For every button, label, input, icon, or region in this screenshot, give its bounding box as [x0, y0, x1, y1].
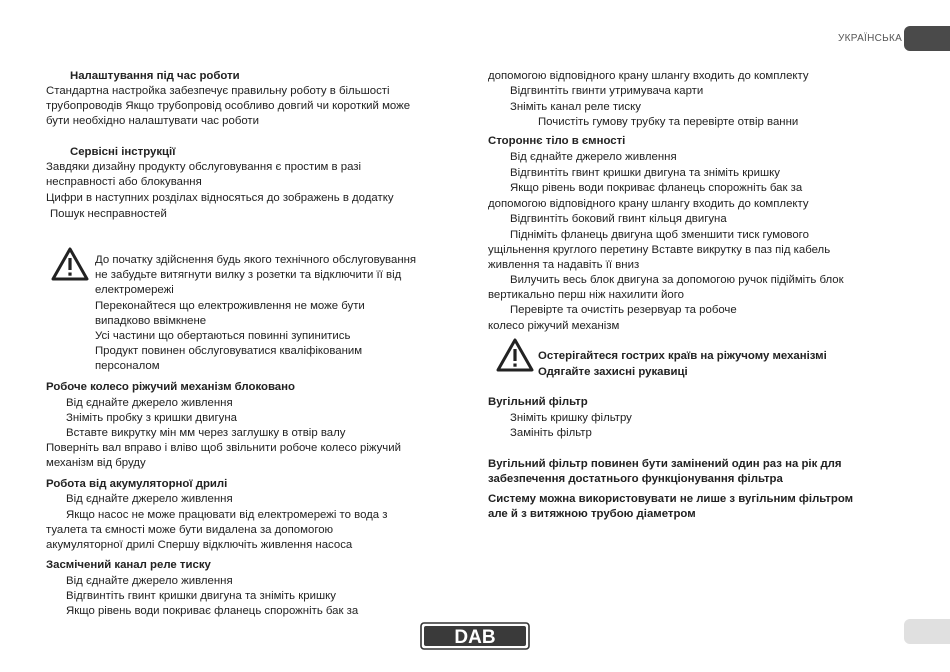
left-line: Якщо насос не може працювати від електромережі то вода з — [66, 509, 388, 521]
right-line: ущільнення круглого перетину Вставте викрутку в паз під кабель — [488, 244, 831, 256]
right-line: Зніміть канал реле тиску — [510, 101, 641, 113]
left-line: Від єднайте джерело живлення — [66, 575, 233, 587]
left-line: Якщо рівень води покриває фланець спорожніть бак за — [66, 605, 359, 617]
left-line: бути необхідно налаштувати час роботи — [46, 115, 260, 127]
left-line: Цифри в наступних розділах відносяться до зображень в додатку — [46, 192, 394, 204]
left-line: випадково ввімкнене — [95, 315, 207, 327]
right-line: живлення та надавіть її вниз — [488, 259, 640, 271]
left-line: акумуляторної дрилі Спершу відключіть живлення насоса — [46, 539, 353, 551]
left-line: Вставте викрутку мін мм через заглушку в отвір валу — [66, 427, 346, 439]
left-line: Переконайтеся що електроживлення не може бути — [95, 300, 365, 312]
right-line: Відгвинтіть гвинт кришки двигуна та зніміть кришку — [510, 167, 780, 179]
language-label: УКРАЇНСЬКА — [838, 33, 903, 44]
right-line: колесо ріжучий механізм — [488, 320, 620, 332]
right-line: допомогою відповідного крану шлангу входить до комплекту — [488, 198, 809, 210]
right-line: забезпечення достатнього функціонування фільтра — [488, 473, 783, 485]
left-line: Відгвинтіть гвинт кришки двигуна та зніміть кришку — [66, 590, 336, 602]
right-line: Вугільний фільтр повинен бути замінений один раз на рік для — [488, 458, 842, 470]
dab-logo-text: DAB — [454, 627, 496, 648]
dab-logo — [420, 622, 530, 650]
left-line: До початку здійснення будь якого технічного обслуговування — [95, 254, 417, 266]
left-line: Налаштування під час роботи — [70, 70, 240, 82]
left-line: Пошук несправностей — [50, 208, 167, 220]
right-line: вертикально перш ніж нахилити його — [488, 289, 684, 301]
right-line: Вугільний фільтр — [488, 396, 588, 408]
right-line: Почистіть гумову трубку та перевірте отвір ванни — [538, 116, 799, 128]
left-line: трубопроводів Якщо трубопровід особливо довгий чи короткий може — [46, 100, 411, 112]
left-line: Сервісні інструкції — [70, 146, 176, 158]
right-line: але й з витяжною трубою діаметром — [488, 508, 696, 520]
left-line: Зніміть пробку з кришки двигуна — [66, 412, 237, 424]
right-line: Одягайте захисні рукавиці — [538, 366, 688, 378]
right-line: Стороннє тіло в ємності — [488, 135, 626, 147]
left-line: Стандартна настройка забезпечує правильну роботу в більшості — [46, 85, 390, 97]
right-line: Відгвинтіть гвинти утримувача карти — [510, 85, 704, 97]
right-line: допомогою відповідного крану шлангу входить до комплекту — [488, 70, 809, 82]
left-line: несправності або блокування — [46, 176, 202, 188]
left-line: Усі частини що обертаються повинні зупинитись — [95, 330, 351, 342]
left-line: Поверніть вал вправо і вліво щоб звільнити робоче колесо ріжучий — [46, 442, 401, 454]
warning-triangle-icon — [51, 247, 89, 281]
right-line: Від єднайте джерело живлення — [510, 151, 677, 163]
left-line: Продукт повинен обслуговуватися кваліфікованим — [95, 345, 363, 357]
left-line: електромережі — [95, 284, 174, 296]
right-line: Систему можна використовувати не лише з вугільним фільтром — [488, 493, 854, 505]
left-line: Від єднайте джерело живлення — [66, 397, 233, 409]
left-line: Від єднайте джерело живлення — [66, 493, 233, 505]
left-line: не забудьте витягнути вилку з розетки та відключити її від — [95, 269, 402, 281]
right-line: Вилучить весь блок двигуна за допомогою ручок підійміть блок — [510, 274, 844, 286]
page-tab — [904, 619, 950, 644]
right-line: Перевірте та очистіть резервуар та робоче — [510, 304, 737, 316]
left-line: механізм від бруду — [46, 457, 146, 469]
right-line: Зніміть кришку фільтру — [510, 412, 632, 424]
left-line: персоналом — [95, 360, 160, 372]
left-line: Засмічений канал реле тиску — [46, 559, 211, 571]
left-line: Завдяки дизайну продукту обслуговування є простим в разі — [46, 161, 362, 173]
right-line: Замініть фільтр — [510, 427, 592, 439]
right-line: Підніміть фланець двигуна щоб зменшити тиск гумового — [510, 229, 809, 241]
right-line: Відгвинтіть боковий гвинт кільця двигуна — [510, 213, 727, 225]
left-line: Робоче колесо ріжучий механізм блоковано — [46, 381, 295, 393]
right-line: Якщо рівень води покриває фланець спорожніть бак за — [510, 182, 803, 194]
warning-triangle-icon — [496, 338, 534, 372]
language-tab — [904, 26, 950, 51]
right-line: Остерігайтеся гострих країв на ріжучому механізмі — [538, 350, 827, 362]
left-line: туалета та ємності може бути видалена за допомогою — [46, 524, 334, 536]
left-line: Робота від акумуляторної дрилі — [46, 478, 228, 490]
